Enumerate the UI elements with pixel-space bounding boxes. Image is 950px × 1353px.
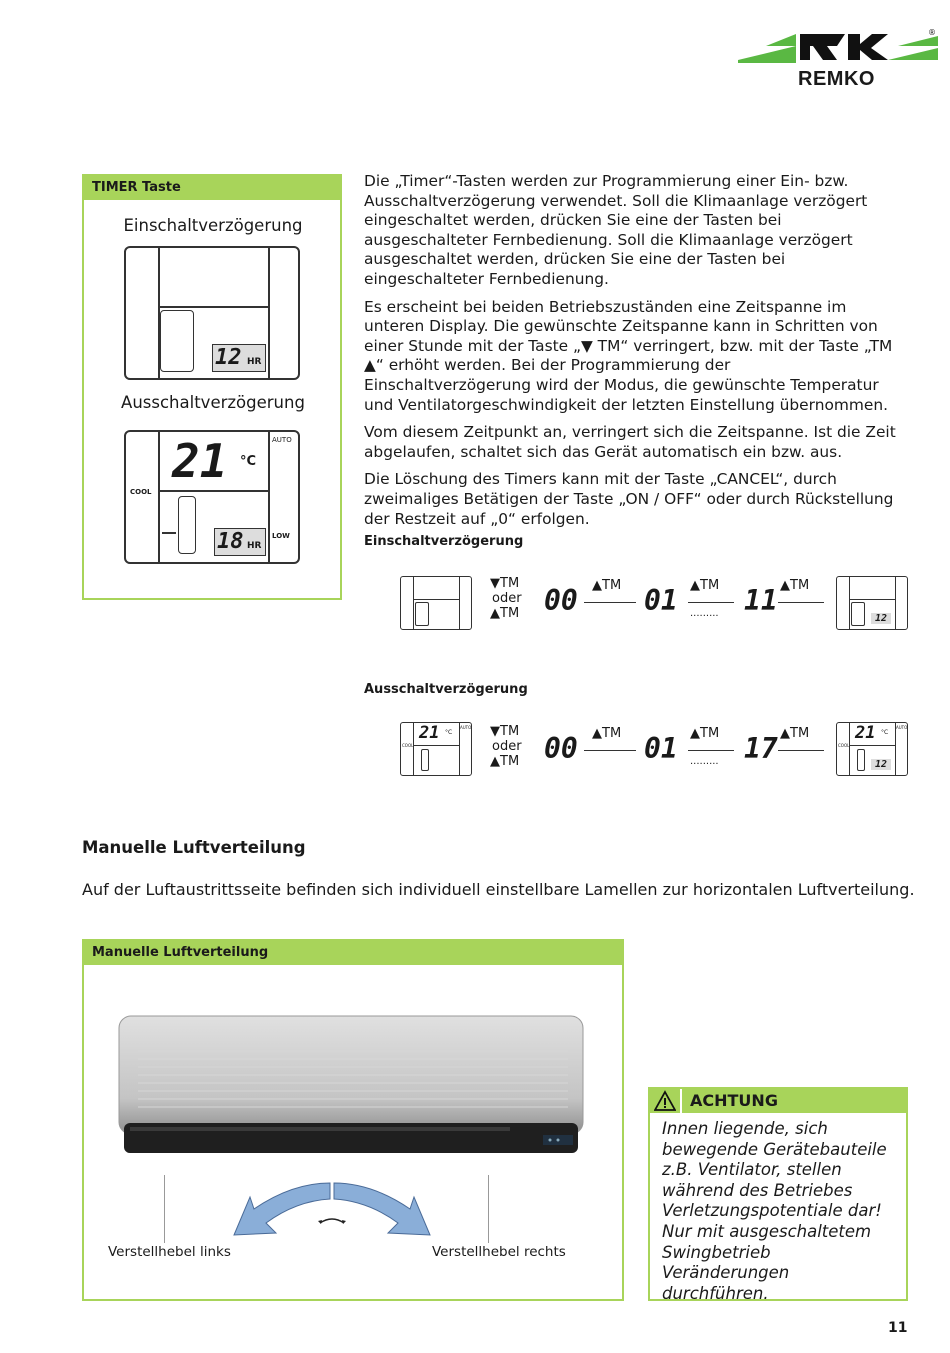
seq-off-v1: 00	[544, 732, 578, 765]
label-einschalt: Einschaltverzögerung	[123, 216, 303, 235]
seq-off-oder: oder	[492, 739, 522, 754]
paragraph-2: Es erscheint bei beiden Betriebszuständen eine Zeitspanne im unteren Display. Die gewünschte Zeitspanne kann in Schritten von einer Stunde mit der Taste „▼ TM“ verringert, bzw. mit der Taste „TM ▲“ erhöht werden. Bei der Programmierung der Einschaltverzögerung wird der Modus, die gewünschte Temperatur und Ventilatorgeschwindigkeit der letzten Einstellung übernommen.	[364, 297, 893, 414]
timer-panel	[82, 174, 342, 600]
seq-off-start-temp: 21	[419, 723, 440, 743]
lcd-digits-on: 12	[215, 345, 242, 370]
seq-on-dots: .........	[690, 608, 719, 619]
remko-logo	[738, 26, 938, 96]
seq-off-end-mode: AUTO	[896, 725, 908, 730]
seq-on-v3: 11	[744, 584, 778, 617]
registered-mark: ®	[928, 28, 936, 37]
seq-on-step2: ▲TM	[690, 578, 720, 593]
lcd-fan-low: LOW	[272, 532, 290, 540]
warning-title: ACHTUNG	[690, 1091, 778, 1110]
seq-off-start-display	[400, 722, 472, 776]
timer-description	[364, 172, 900, 537]
seq-off-start-cool: COOL	[402, 743, 414, 748]
luftverteilung-header: Manuelle Luftverteilung	[84, 941, 622, 965]
seq-off-start-unit: °C	[445, 729, 453, 736]
lcd-temp-unit: °C	[240, 454, 257, 469]
seq-off-step2: ▲TM	[690, 726, 720, 741]
ac-unit-image	[118, 1015, 584, 1155]
page-number: 11	[888, 1320, 908, 1336]
seq-off-step3: ▲TM	[780, 726, 810, 741]
label-lever-right: Verstellhebel rechts	[432, 1244, 566, 1260]
seq-on-end-digits: 12	[871, 613, 891, 624]
sequence-on-title: Einschaltverzögerung	[364, 534, 524, 549]
warning-box	[648, 1087, 908, 1301]
seq-off-start-mode: AUTO	[460, 725, 472, 730]
seq-off-end-unit: °C	[881, 729, 889, 736]
seq-off-end-cool: COOL	[838, 743, 850, 748]
remote-display-off	[124, 430, 300, 564]
section-heading-luftverteilung: Manuelle Luftverteilung	[82, 838, 306, 857]
warning-triangle-icon	[654, 1090, 676, 1116]
warning-text: Innen liegende, sich bewegende Gerätebauteile z.B. Ventilator, stellen während des Betriebes Verletzungspotentiale dar! Nur mit ausgeschaltetem Swingbetrieb Veränderungen durchführen.	[662, 1119, 887, 1303]
lcd-unit-on: HR	[247, 357, 262, 367]
seq-off-up: ▲TM	[490, 754, 520, 769]
label-ausschalt: Ausschaltverzögerung	[121, 393, 305, 412]
label-lever-left: Verstellhebel links	[108, 1244, 231, 1260]
seq-off-v3: 17	[744, 732, 778, 765]
sequence-on	[398, 574, 910, 636]
lcd-cool: COOL	[130, 488, 152, 496]
seq-on-v1: 00	[544, 584, 578, 617]
seq-off-end-display	[836, 722, 908, 776]
lcd-temp-off: 21	[172, 434, 228, 488]
paragraph-4: Die Löschung des Timers kann mit der Taste „CANCEL“, durch zweimaliges Betätigen der Taste „ON / OFF“ oder durch Rückstellung der Restzeit auf „0“ erfolgen.	[364, 470, 894, 528]
luftverteilung-box	[82, 939, 624, 1301]
seq-off-end-digits: 12	[871, 759, 891, 770]
seq-off-end-temp: 21	[855, 723, 876, 743]
seq-on-down: ▼TM	[490, 576, 520, 591]
lcd-digits-off: 18	[217, 529, 244, 554]
seq-off-down: ▼TM	[490, 724, 520, 739]
seq-on-start-display	[400, 576, 472, 630]
section-intro: Auf der Luftaustrittsseite befinden sich individuell einstellbare Lamellen zur horizontalen Luftverteilung.	[82, 880, 915, 899]
paragraph-1: Die „Timer“-Tasten werden zur Programmierung einer Ein- bzw. Ausschaltverzögerung verwendet. Soll die Klimaanlage verzögert eingeschaltet werden, drücken Sie eine der Tasten bei ausgeschalteter Fernbedienung. Soll die Klimaanlage verzögert ausgeschaltet werden, drücken Sie eine der Tasten bei eingeschalteter Fernbedienung.	[364, 172, 868, 288]
seq-off-step1: ▲TM	[592, 726, 622, 741]
seq-on-step3: ▲TM	[780, 578, 810, 593]
lcd-mode-auto: AUTO	[272, 436, 292, 444]
timer-panel-header: TIMER Taste	[84, 176, 340, 200]
seq-on-v2: 01	[644, 584, 678, 617]
brand-name: REMKO	[798, 68, 875, 90]
lcd-unit-off: HR	[247, 541, 262, 551]
sequence-off-title: Ausschaltverzögerung	[364, 682, 528, 697]
remote-display-on	[124, 246, 300, 380]
airflow-arrows-icon	[232, 1177, 432, 1247]
seq-on-oder: oder	[492, 591, 522, 606]
seq-on-end-display	[836, 576, 908, 630]
seq-on-step1: ▲TM	[592, 578, 622, 593]
seq-off-dots: .........	[690, 756, 719, 767]
paragraph-3: Vom diesem Zeitpunkt an, verringert sich die Zeitspanne. Ist die Zeit abgelaufen, schaltet sich das Gerät automatisch ein bzw. aus.	[364, 423, 896, 461]
sequence-off	[398, 720, 910, 782]
seq-off-v2: 01	[644, 732, 678, 765]
seq-on-up: ▲TM	[490, 606, 520, 621]
